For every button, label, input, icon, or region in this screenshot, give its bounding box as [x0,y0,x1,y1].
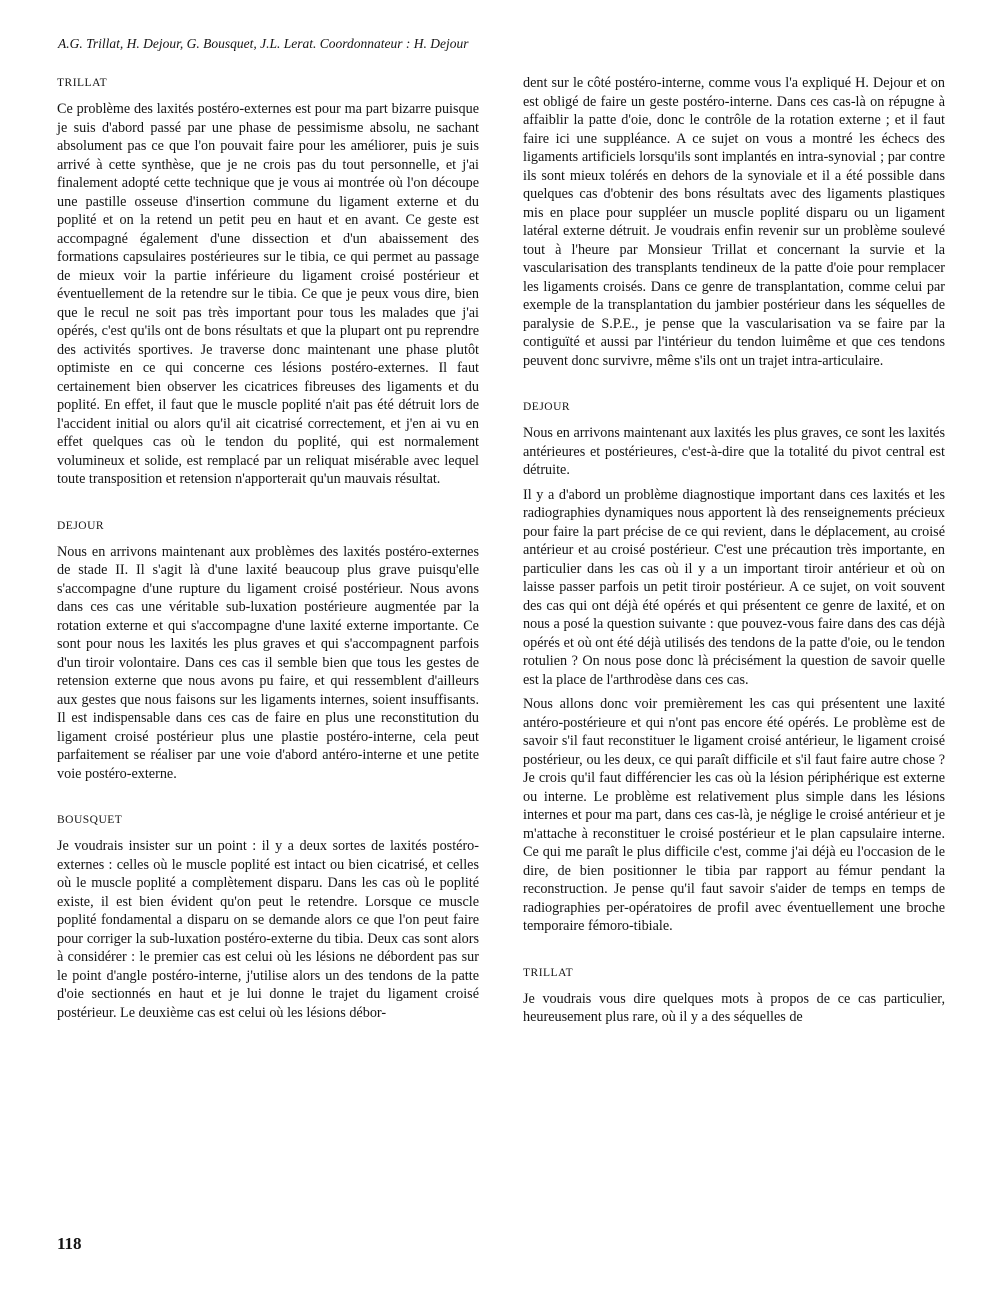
paragraph: dent sur le côté postéro-interne, comme vous l'a expliqué H. Dejour et on est obligé de faire un geste postéro-interne. Dans ces cas-là on répugne à affaiblir la patte d'oie, donc le contrôle de la rotation externe ; et il faut faire ici une suppléance. A ce sujet on vous a montré les échecs des ligaments artificiels lorsqu'ils sont implantés en intra-synovial ; par contre ils sont mieux tolérés en dehors de la synoviale et il a été possible dans quelques cas d'obtenir des bons résultats avec des ligaments plastiques mis en place pour suppléer un muscle poplité disparu ou un ligament latéral externe détruit. Je voudrais enfin revenir sur un problème soulevé tout à l'heure par Monsieur Trillat et concernant la survie et la vascularisation des transplants tendineux de la patte d'oie pour remplacer les ligaments croisés. Dans ce genre de transplantation, comme celui par exemple de la transplantation du jambier postérieur dans les séquelles de paralysie de S.P.E., je pense que la vascularisation va se faire par la contiguïté et aussi par l'intérieur du tendon luimême et que ces tendons peuvent donc survivre, même s'ils ont un trajet intra-articulaire. [523,75,945,369]
page-number: 118 [57,1234,82,1253]
paragraph: Je voudrais vous dire quelques mots à propos de ce cas particulier, heureusement plus rare, où il y a des séquelles de [523,990,945,1025]
paragraph: Nous allons donc voir premièrement les cas qui présentent une laxité antéro-postérieure et qui n'ont pas encore été opérés. Le problème est de savoir s'il faut reconstituer le ligament croisé antérieur, le ligament croisé postérieur, ou les deux, ce qui paraît difficile et s'il faut faire autre chose ? Je crois qu'il faut différencier les cas où la lésion périphérique est externe ou interne. Le problème est relativement plus simple dans les lésions internes et pour ma part, dans ces cas-là, je néglige le croisé antérieur et je m'attache à reconstituer le croisé postérieur et le plan capsulaire interne. Ce qui me paraît le plus difficile c'est, comme j'ai déjà eu l'occasion de le dire, de bien positionner le tibia par rapport au fémur pendant la reconstruction. Je pense qu'il faut savoir s'aider de temps en temps de radiographies per-opératoires de profil avec éventuellement une broche temporaire fémoro-tibiale. [523,696,945,934]
running-head: A.G. Trillat, H. Dejour, G. Bousquet, J.L. Lerat. Coordonnateur : H. Dejour [58,36,469,51]
speaker-name: TRILLAT [57,77,108,89]
speaker-section [523,74,945,370]
speaker-section [57,811,479,1022]
paragraph: Nous en arrivons maintenant aux laxités les plus graves, ce sont les laxités antérieures et postérieures, c'est-à-dire que la totalité du pivot central est détruite. [523,425,945,478]
paragraph: Nous en arrivons maintenant aux problèmes des laxités postéro-externes de stade II. Il s'agit là d'une laxité beaucoup plus grave puisqu'elle s'accompagne d'une rupture du ligament croisé postérieur. Nous avons dans ces cas une véritable sub-luxation postérieure augmentée par la rotation externe et qui s'accompagne d'une laxité externe importante. Ce sont pour nous les laxités les plus graves et qui s'accompagnent parfois d'un tiroir volontaire. Dans ces cas il semble bien que tous les gestes de retension externe que nous avons pu faire, et qui ressemblent d'ailleurs aux gestes que nous faisons sur les ligaments internes, soient insuffisants. Il est indispensable dans ces cas de faire en plus une reconstitution du ligament croisé postérieur plus une plastie postéro-interne, cela peut parfaitement se réaliser par une voie d'abord antéro-interne et une petite voie postéro-externe. [57,543,479,782]
speaker-name: TRILLAT [523,966,574,979]
speaker-section [523,398,945,936]
paragraph: Je voudrais insister sur un point : il y a deux sortes de laxités postéro-externes : celles où le muscle poplité est intact ou bien cicatrisé, et celles où le muscle poplité a complètement disparu. Dans les cas où le poplité existe, il est bien évident qu'on peut le retendre. Lorsque ce muscle poplité fondamental a disparu on se demande alors ce que l'on peut faire pour corriger la sub-luxation postéro-externe du tibia. Deux cas sont alors à considérer : le premier cas est celui où les lésions ne débordent pas sur le point d'angle postéro-interne, j'utilise alors un des tendons de la patte d'oie sectionnés en haut et je lui donne le trajet du ligament croisé postérieur. Le deuxième cas est celui où les lésions débor- [57,838,479,1021]
left-column [57,74,479,1050]
speaker-name: DEJOUR [523,401,571,413]
right-column [523,74,945,1055]
speaker-name: BOUSQUET [57,814,123,826]
speaker-name: DEJOUR [57,519,105,532]
speaker-section [57,74,479,489]
speaker-section [57,517,479,784]
paragraph: Il y a d'abord un problème diagnostique important dans ces laxités et les radiographies dynamiques nous apportent là des renseignements précieux pour faire la part précise de ce qui revient, dans le déplacement, au croisé antérieur et au croisé postérieur. C'est une précaution très importante, en particulier dans les cas où il y a un important tiroir antérieur et où on laisse passer parfois un petit tiroir postérieur. A ce sujet, on voit souvent des cas qui ont déjà été opérés et qui présentent ce genre de laxité, et on nous a posé la question suivante : que pouvez-vous faire dans des cas déjà opérés et où ont été déjà utilisés des tendons de la patte d'oie, ou le tendon rotulien ? On nous pose donc là précisément la question de savoir quelle est la place de l'arthrodèse dans ces cas. [523,486,945,688]
speaker-section [523,964,945,1027]
paragraph: Ce problème des laxités postéro-externes est pour ma part bizarre puisque je suis d'abord passé par une phase de pessimisme absolu, ne sachant absolument pas ce que l'on pouvait faire pour les améliorer, puis je suis arrivé à cette synthèse, que je ne crois pas du tout personnelle, et j'ai finalement adopté cette technique que je vous ai montrée où l'on découpe une pastille osseuse d'insertion commune du ligament externe et du poplité et on la retend un petit peu en haut et en avant. Ce geste est accompagné également d'une dissection et d'un abaissement des formations capsulaires postérieures sur le tibia, ce qui permet au passage de mieux voir la partie inférieure du ligament croisé postérieur et éventuellement de la retendre sur le tibia. Ce que je peux vous dire, bien que le recul ne soit pas très important pour tous les malades que j'ai opérés, c'est qu'ils ont de bons résultats et que la plupart ont pu reprendre des activités sportives. Je traverse donc maintenant une phase plutôt optimiste en ce qui concerne ces lésions postéro-externes. Il faut certainement bien observer les cicatrices fibreuses des ligaments et du poplité. En effet, il faut que le muscle poplité n'ait pas été détruit lors de l'accident initial ou alors qu'il ait cicatrisé correctement, et j'en ai vu en effet quelques cas où le tendon du poplité, qui est normalement volumineux et solide, est remplacé par un reliquat misérable avec lequel toute transposition et retension n'apporterait qu'un mauvais résultat. [57,101,479,487]
